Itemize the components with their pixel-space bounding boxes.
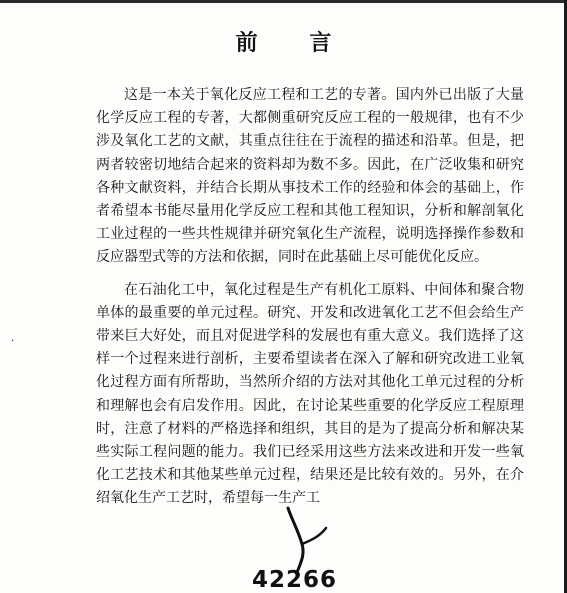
- page-title: 前 言: [235, 30, 354, 56]
- paragraph-2: 在石油化工中，氧化过程是生产有机化工原料、中间体和聚合物单体的最重要的单元过程。研究、开发和改进氧化工艺不但会给生产带来巨大好处，而且对促进学科的发展也有重大意义。我们选择了这样一个过程来进行剖析，主要希望读者在深入了解和研究改进工业氧化过程方面有所帮助，当然所介绍的方法对其他化工单元过程的分析和理解也会有启发作用。因此，在讨论某些重要的化学反应工程原理时，注意了材料的严格选择和组织，其目的是为了提高分析和解决某些实际工程问题的能力。我们已经采用这些方法来改进和开发一些氧化工艺技术和其他某些单元过程，结果还是比较有效的。另外，在介绍氧化生产工艺时，希望每一生产工: [96, 281, 524, 507]
- library-stamp-number: 42266: [252, 567, 338, 593]
- paragraph-1: 这是一本关于氧化反应工程和工艺的专著。国内外已出版了大量化学反应工程的专著，大都侧重研究反应工程的一般规律，也有不少涉及氧化工艺的文献，其重点往往在于流程的描述和沿革。但是，把两者较密切地结合起来的资料却为数不多。因此，在广泛收集和研究各种文献资料，并结合长期从事技术工作的经验和体会的基础上，作者希望本书能尽量用化学反应工程和其他工程知识，分析和解剖氧化工业过程的一些共性规律并研究氧化生产流程，说明选择操作参数和反应器型式等的方法和依据，同时在此基础上尽可能优化反应。: [96, 87, 524, 266]
- page-top-edge: [0, 0, 567, 3]
- preface-body: [96, 84, 524, 520]
- scan-speck: ·: [11, 336, 15, 347]
